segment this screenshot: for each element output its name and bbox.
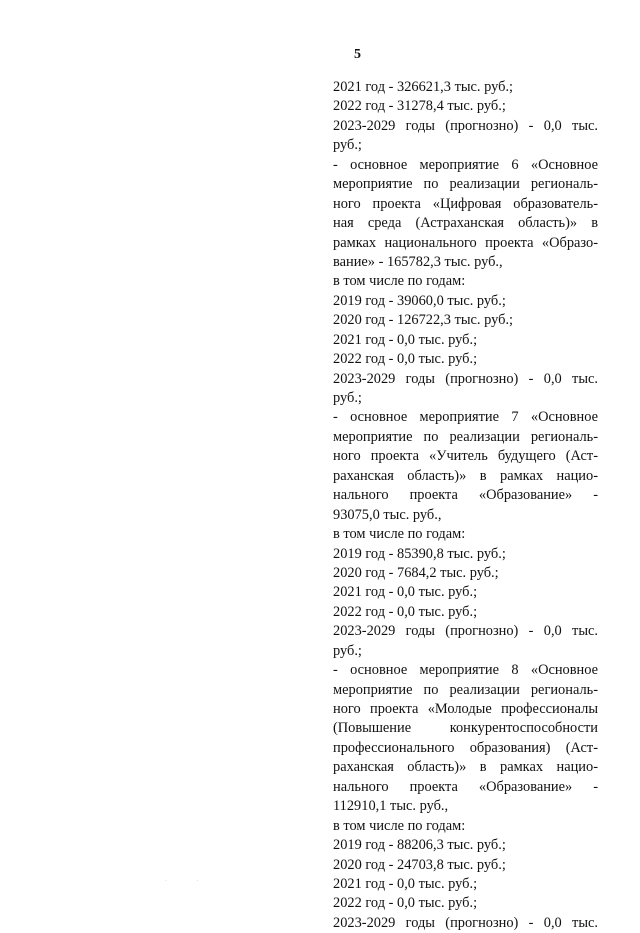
- text-line: ного проекта «Молодые профессионалы: [333, 701, 598, 717]
- text-line: в том числе по годам:: [333, 526, 466, 543]
- text-line: 2021 год - 0,0 тыс. руб.;: [333, 875, 478, 892]
- text-line: ного проекта «Учитель будущего (Аст-: [333, 448, 598, 465]
- text-line: - основное мероприятие 8 «Основное: [333, 662, 598, 679]
- text-line: ного проекта «Цифровая образователь-: [333, 195, 598, 212]
- text-line: 2023-2029 годы (прогнозно) - 0,0 тыс.: [333, 914, 598, 931]
- text-line: 2022 год - 0,0 тыс. руб.;: [333, 895, 478, 912]
- text-line: 2023-2029 годы (прогнозно) - 0,0 тыс.: [333, 370, 598, 387]
- text-line: мероприятие по реализации региональ-: [333, 176, 598, 193]
- text-line: руб.;: [333, 137, 362, 154]
- text-line: 2021 год - 326621,3 тыс. руб.;: [333, 79, 514, 95]
- text-line: вание» - 165782,3 тыс. руб.,: [333, 253, 503, 270]
- text-line: - основное мероприятие 6 «Основное: [333, 156, 598, 173]
- scan-specks: · ·: [165, 878, 213, 884]
- text-line: 112910,1 тыс. руб.,: [333, 798, 449, 815]
- text-line: 2023-2029 годы (прогнозно) - 0,0 тыс.: [333, 623, 598, 640]
- text-line: 93075,0 тыс. руб.,: [333, 506, 442, 523]
- text-line: в том числе по годам:: [333, 273, 466, 290]
- text-line: 2022 год - 0,0 тыс. руб.;: [333, 351, 478, 368]
- text-line: 2023-2029 годы (прогнозно) - 0,0 тыс.: [333, 117, 598, 134]
- text-line: ная среда (Астраханская область)» в: [333, 215, 598, 232]
- text-column: [333, 78, 598, 933]
- text-line: 2020 год - 24703,8 тыс. руб.;: [333, 856, 506, 873]
- text-line: (Повышение конкурентоспособности: [333, 720, 598, 737]
- text-line: 2020 год - 126722,3 тыс. руб.;: [333, 312, 514, 329]
- text-line: 2019 год - 39060,0 тыс. руб.;: [333, 292, 506, 309]
- text-line: 2019 год - 88206,3 тыс. руб.;: [333, 837, 506, 854]
- text-line: в том числе по годам:: [333, 817, 466, 834]
- text-line: раханская область)» в рамках нацио-: [333, 759, 598, 776]
- text-line: 2021 год - 0,0 тыс. руб.;: [333, 331, 478, 348]
- text-line: 2019 год - 85390,8 тыс. руб.;: [333, 545, 506, 562]
- text-line: руб.;: [333, 390, 362, 406]
- text-line: нального проекта «Образование» -: [333, 487, 598, 504]
- text-line: нального проекта «Образование» -: [333, 778, 598, 795]
- text-line: профессионального образования) (Аст-: [333, 739, 598, 756]
- page-number: 5: [354, 47, 361, 62]
- text-line: руб.;: [333, 642, 362, 659]
- text-line: мероприятие по реализации региональ-: [333, 681, 598, 698]
- text-line: рамках национального проекта «Образо-: [333, 234, 598, 251]
- text-line: 2020 год - 7684,2 тыс. руб.;: [333, 564, 499, 581]
- text-line: 2021 год - 0,0 тыс. руб.;: [333, 584, 478, 601]
- text-line: - основное мероприятие 7 «Основное: [333, 409, 598, 426]
- text-line: мероприятие по реализации региональ-: [333, 428, 598, 445]
- text-line: раханская область)» в рамках нацио-: [333, 467, 598, 484]
- text-line: 2022 год - 31278,4 тыс. руб.;: [333, 98, 506, 115]
- text-line: 2022 год - 0,0 тыс. руб.;: [333, 603, 478, 620]
